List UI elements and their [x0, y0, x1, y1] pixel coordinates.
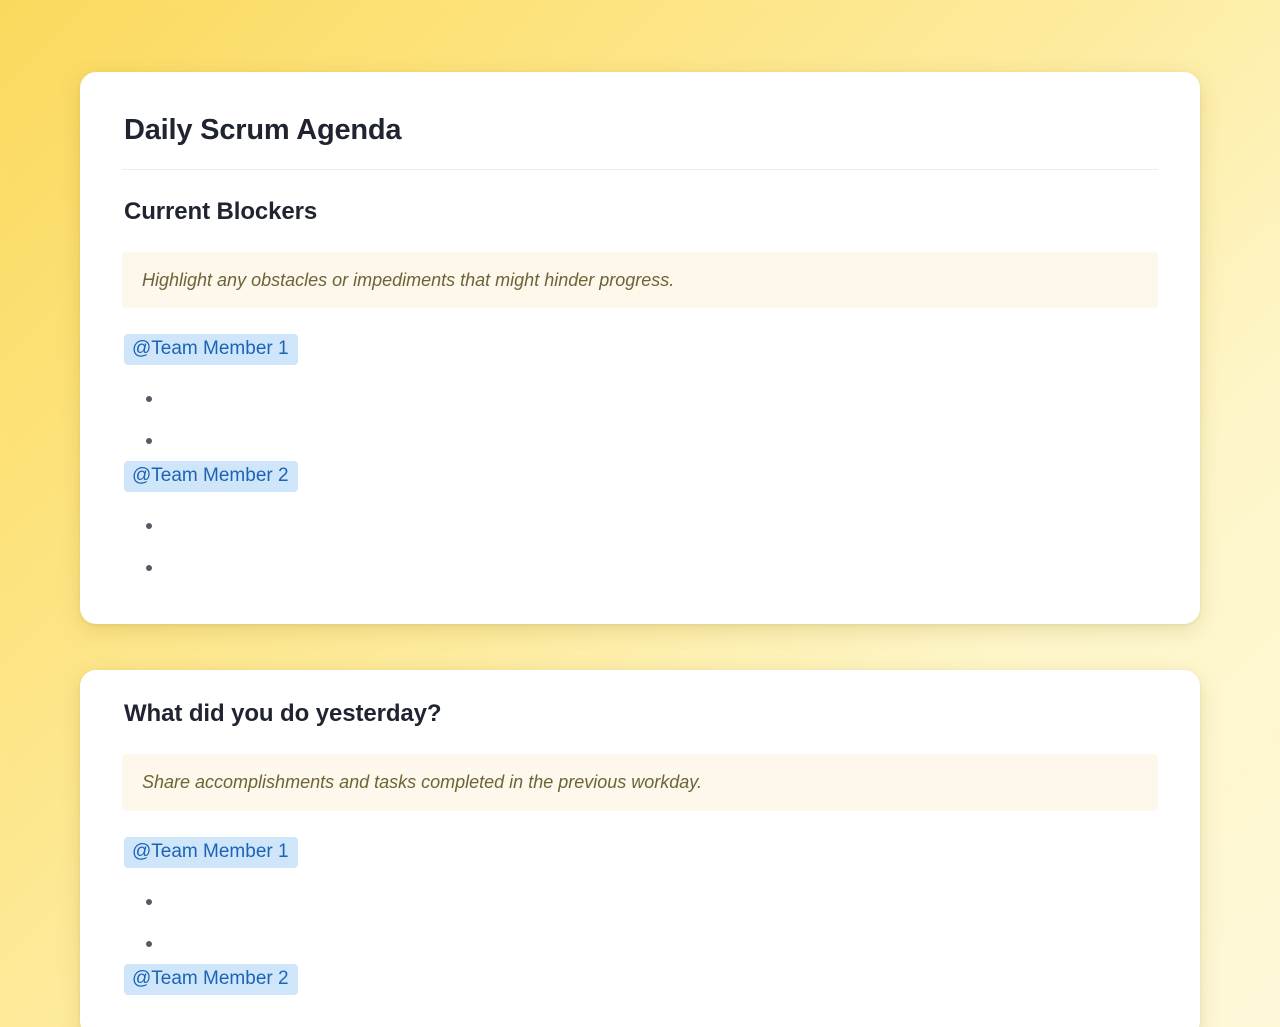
- agenda-card-blockers: [80, 72, 1200, 624]
- section-heading: What did you do yesterday?: [124, 700, 442, 728]
- section-callout: [122, 252, 1158, 308]
- section-current-blockers: [122, 198, 1158, 588]
- agenda-card-yesterday: [80, 670, 1200, 1027]
- list-item[interactable]: [132, 546, 1158, 588]
- mention-chip[interactable]: @Team Member 2: [124, 964, 298, 995]
- bullet-list: [122, 504, 1158, 588]
- section-what-did-you-do-yesterday: [122, 700, 1158, 1000]
- member-group: [122, 334, 1158, 461]
- list-item[interactable]: [132, 922, 1158, 964]
- callout-text: Highlight any obstacles or impediments that might hinder progress.: [142, 270, 675, 290]
- mention-chip[interactable]: @Team Member 2: [124, 461, 298, 492]
- list-item[interactable]: [132, 419, 1158, 461]
- mention-chip[interactable]: @Team Member 1: [124, 837, 298, 868]
- callout-text: Share accomplishments and tasks completed in the previous workday.: [142, 772, 702, 793]
- list-item[interactable]: [132, 377, 1158, 419]
- member-group: [122, 964, 1158, 1001]
- member-group: [122, 461, 1158, 588]
- title-divider: [122, 169, 1158, 170]
- bullet-list: [122, 377, 1158, 461]
- bullet-list: [122, 880, 1158, 964]
- section-callout: [122, 754, 1158, 810]
- page-title: Daily Scrum Agenda: [124, 114, 402, 146]
- section-heading: Current Blockers: [124, 198, 318, 225]
- member-group: [122, 837, 1158, 964]
- mention-chip[interactable]: @Team Member 1: [124, 334, 298, 365]
- list-item[interactable]: [132, 504, 1158, 546]
- list-item[interactable]: [132, 880, 1158, 922]
